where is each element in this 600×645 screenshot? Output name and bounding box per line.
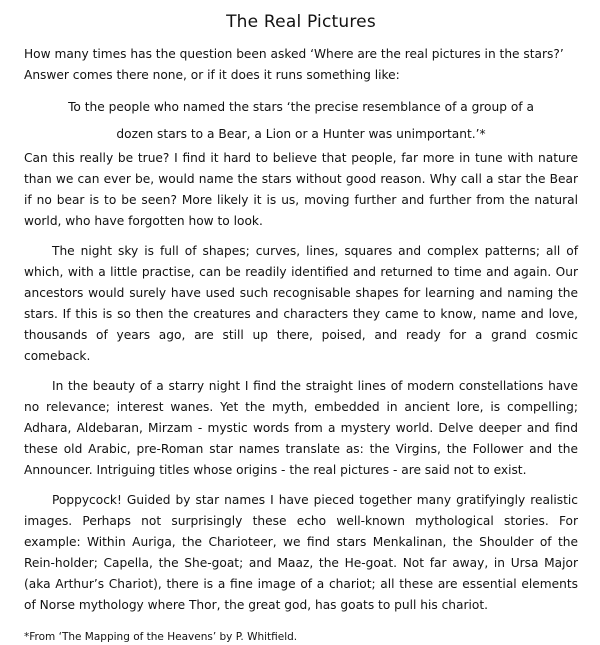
body-paragraph-4: Poppycock! Guided by star names I have pieced together many gratifyingly realistic images. Perhaps not surprisingly these echo well-known mythological stories. For example: Within Auriga, the Charioteer, we find stars Menkalinan, the Shoulder of the Rein-holder; Capella, the She-goat; and Maaz, the He-goat. Not far away, in Ursa Major (aka Arthur’s Chariot), there is a fine image of a chariot; all these are essential elements of Norse mythology where Thor, the great god, has goats to pull his chariot.	[24, 493, 578, 612]
body-paragraph-2: The night sky is full of shapes; curves, lines, squares and complex patterns; all of which, with a little practise, can be readily identified and returned to time and again. Our ancestors would surely have used such recognisable shapes for learning and naming the stars. If this is so then the creatures and characters they came to know, name and love, thousands of years ago, are still up there, poised, and ready for a grand cosmic comeback.	[24, 244, 578, 363]
body-paragraph-1: Can this really be true? I find it hard to believe that people, far more in tune with nature than we can ever be, would name the stars without good reason. Why call a star the Bear if no bear is to be seen? More likely it is us, moving further and further from the natural world, who have forgotten how to look.	[24, 151, 578, 228]
document-title: The Real Pictures	[226, 12, 376, 32]
body-paragraph-3: In the beauty of a starry night I find the straight lines of modern constellations have no relevance; interest wanes. Yet the myth, embedded in ancient lore, is compelling; Adhara, Aldebaran, Mirzam - mystic words from a mystery world. Delve deeper and find these old Arabic, pre-Roman star names translate as: the Virgins, the Follower and the Announcer. Intriguing titles whose origins - the real pictures - are said not to exist.	[24, 379, 578, 477]
block-quote: To the people who named the stars ‘the precise resemblance of a group of a dozen stars to a Bear, a Lion or a Hunter was unimportant.’*	[68, 100, 534, 141]
footnote: *From ‘The Mapping of the Heavens’ by P. Whitfield.	[24, 631, 298, 643]
intro-paragraph: How many times has the question been asked ‘Where are the real pictures in the stars?’ Answer comes there none, or if it does it runs something like:	[24, 47, 564, 82]
